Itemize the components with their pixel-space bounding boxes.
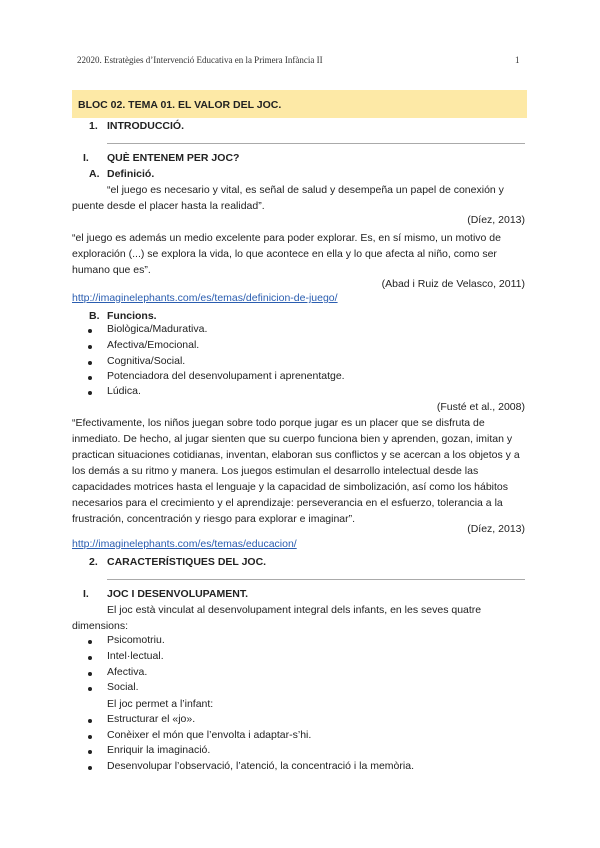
list-item: Enriquir la imaginació. [107,744,211,756]
page-number: 1 [515,55,520,65]
list-item: Conèixer el món que l’envolta i adaptar-s’hi. [107,729,312,741]
banner-title: BLOC 02. TEMA 01. EL VALOR DEL JOC. [78,99,282,111]
bullet [88,651,92,663]
bullet [88,667,92,679]
heading-I2-title: JOC I DESENVOLUPAMENT. [107,588,248,600]
list-item: Afectiva/Emocional. [107,339,200,351]
citation-diez-2: (Díez, 2013) [467,523,525,535]
paragraph-dimensions: El joc està vinculat al desenvolupament integral dels infants, en les seves quatre dimensions: [72,604,482,632]
bullet [88,730,92,742]
bullet [88,356,92,368]
heading-I-title: QUÈ ENTENEM PER JOC? [107,152,240,164]
link-educacion[interactable]: http://imaginelephants.com/es/temas/educacion/ [72,538,297,550]
bullet [88,340,92,352]
heading-I-number: I. [83,152,89,164]
list-item: Social. [107,681,139,693]
paragraph-permet: El joc permet a l’infant: [107,698,214,710]
list-item: Afectiva. [107,666,148,678]
heading-I2-number: I. [83,588,89,600]
heading-1-number: 1. [89,120,98,132]
heading-2-number: 2. [89,556,98,568]
bullet [88,682,92,694]
citation-abad: (Abad i Ruiz de Velasco, 2011) [381,278,525,290]
heading-B-title: Funcions. [107,310,157,322]
bullet [88,761,92,773]
quote-abad: “el juego es además un medio excelente para poder explorar. Es, en sí mismo, un motivo de exploración (...) se explora la vida, lo que acontece en ella y lo que afecta al niño, como ser humano que es”. [72,232,501,276]
list-item: Lúdica. [107,385,141,397]
running-header-title: 22020. Estratègies d’Intervenció Educativa en la Primera Infància II [77,55,323,65]
citation-diez-1: (Díez, 2013) [467,214,525,226]
list-item: Intel·lectual. [107,650,164,662]
list-item: Psicomotriu. [107,634,165,646]
bullet [88,745,92,757]
list-item: Desenvolupar l’observació, l’atenció, la concentració i la memòria. [107,760,414,772]
list-item: Biològica/Madurativa. [107,323,208,335]
heading-B-number: B. [89,310,100,322]
heading-A-title: Definició. [107,168,155,180]
list-item: Estructurar el «jo». [107,713,196,725]
quote-diez-1: “el juego es necesario y vital, es señal de salud y desempeña un papel de conexión y puente desde el placer hasta la realidad”. [72,184,504,212]
bullet [88,714,92,726]
list-item: Cognitiva/Social. [107,355,186,367]
heading-A-number: A. [89,168,100,180]
bullet [88,371,92,383]
bullet [88,324,92,336]
list-item: Potenciadora del desenvolupament i aprenentatge. [107,370,345,382]
divider [107,579,525,580]
heading-1-title: INTRODUCCIÓ. [107,120,184,132]
bullet [88,386,92,398]
quote-fuste: “Efectivamente, los niños juegan sobre todo porque jugar es un placer que se disfruta de inmediato. De hecho, al jugar sienten que su cuerpo funciona bien y aprenden, gozan, imitan y practican situaciones cotidianas, inventan, elaboran sus conflictos y se acercan a los objetos y a los demás a su ritmo y manera. Los juegos estimulan el desarrollo intelectual desde las capacidades motrices hasta el lenguaje y la capacidad de simbolización, así como los hábitos necesarios para el crecimiento y el aprendizaje: perseverancia en el esfuerzo, tolerancia a la frustración, concentración y riesgo para explorar e imaginar”. [72,417,520,525]
divider [107,143,525,144]
bullet [88,635,92,647]
link-definicion-juego[interactable]: http://imaginelephants.com/es/temas/definicion-de-juego/ [72,292,338,304]
heading-2-title: CARACTERÍSTIQUES DEL JOC. [107,556,267,568]
citation-fuste: (Fusté et al., 2008) [436,401,525,413]
